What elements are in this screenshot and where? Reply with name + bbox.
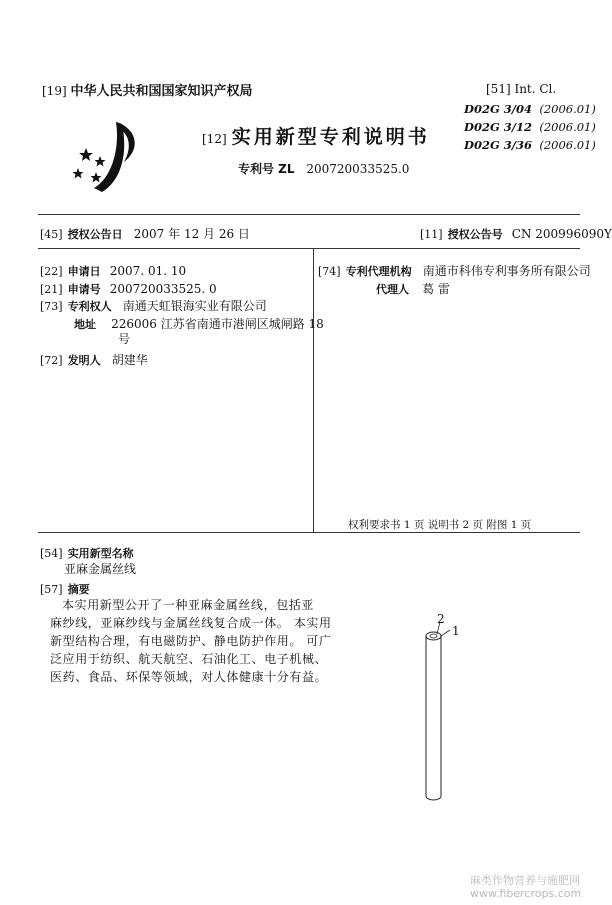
utility-model-title: 亚麻金属丝线 [64,562,137,576]
ipc-classifications [464,100,596,154]
office-name: 中华人民共和国国家知识产权局 [70,84,253,99]
application-no-row: [21] 申请号 200720033525. 0 [40,282,217,296]
patent-no-label: 专利号 ZL [238,162,295,176]
abstract-line: 泛应用于纺织、航天航空、石油化工、电子机械、 [50,652,328,666]
divider [38,214,580,215]
patent-no-value: 200720033525.0 [306,162,410,176]
page-count-summary: 权利要求书 1 页 说明书 2 页 附图 1 页 [348,519,532,531]
divider [38,248,580,249]
doc-type-title: 实用新型专利说明书 [231,126,430,148]
abstract-line: 本实用新型公开了一种亚麻金属丝线，包括亚 [62,598,315,612]
watermark-title: 麻类作物营养与施肥网 [470,874,580,887]
divider [38,532,580,533]
yarn-drawing [410,610,470,810]
address-row: 地址 226006 江苏省南通市港闸区城闸路 18 [74,317,324,331]
utility-model-name-label: [54] 实用新型名称 [40,547,134,560]
abstract-line: 麻纱线，亚麻纱线与金属丝线复合成一体。 本实用 [50,616,332,630]
inventor-row: [72] 发明人 胡建华 [40,353,148,367]
publication-no-row: [11] 授权公告号 CN 200996090Y [420,227,612,241]
watermark-url: www.fibercrops.com [470,887,582,900]
abstract-label: [57] 摘要 [40,583,90,596]
figure-label-1: 1 [452,624,460,638]
agency-row: [74] 专利代理机构 南通市科伟专利事务所有限公司 [318,264,591,278]
office-code: [19] [42,84,67,98]
doc-type-code: [12] [202,132,227,146]
agent-row: 代理人 葛 雷 [376,282,450,296]
ipc-entry: D02G 3/04 (2006.01) [464,102,596,116]
ipc-entry: D02G 3/36 (2006.01) [464,138,596,152]
abstract-line: 医药、食品、环保等领域，对人体健康十分有益。 [50,670,328,684]
application-date-row: [22] 申请日 2007. 01. 10 [40,264,187,278]
address-continuation: 号 [118,332,131,346]
patent-holder-row: [73] 专利权人 南通天虹银海实业有限公司 [40,299,267,313]
grant-date-row: [45] 授权公告日 2007 年 12 月 26 日 [40,227,250,241]
abstract-line: 新型结构合理，有电磁防护、静电防护作用。 可广 [50,634,332,648]
ipc-entry: D02G 3/12 (2006.01) [464,120,596,134]
doc-type-heading [202,122,430,149]
ipc-label: [51] Int. Cl. [486,82,557,96]
figure-label-2: 2 [437,612,445,626]
office-header [42,80,252,99]
patent-office-logo [72,118,144,196]
patent-number [238,160,409,177]
column-divider [313,249,314,532]
